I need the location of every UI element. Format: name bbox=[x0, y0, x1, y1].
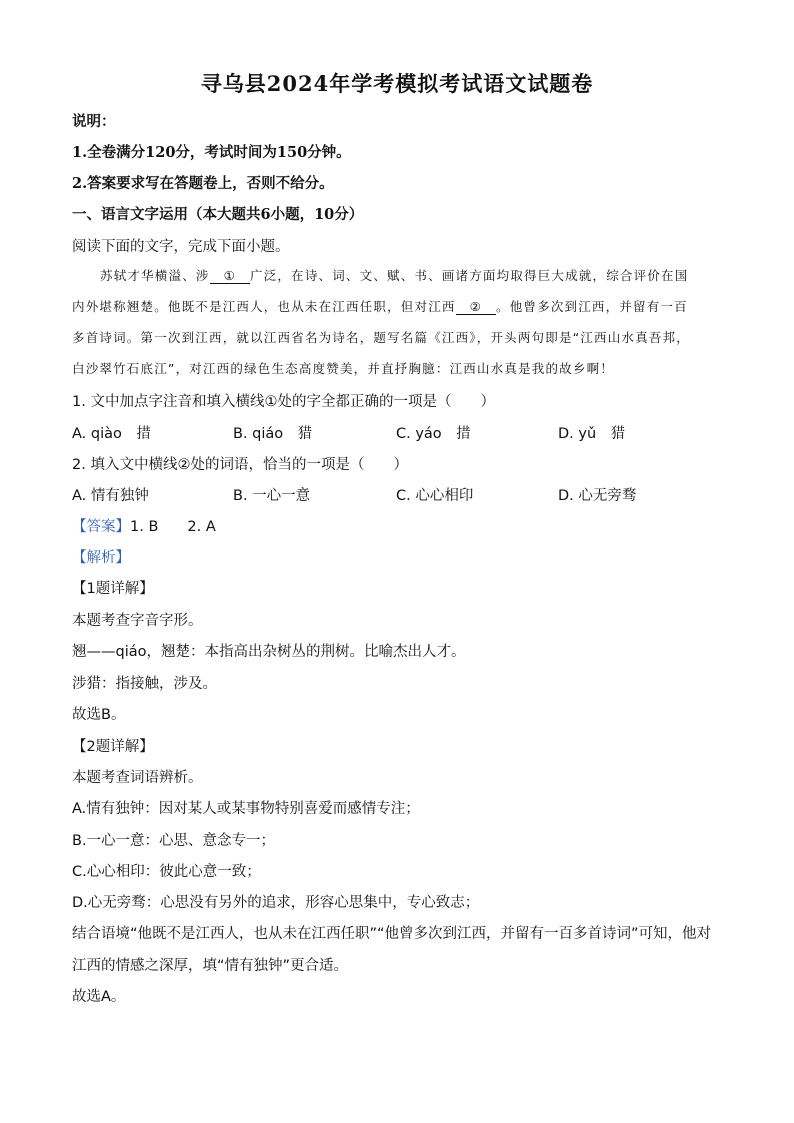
analysis-text: 故选A。 bbox=[72, 989, 126, 1005]
instructions-label: 说明： bbox=[72, 113, 116, 130]
blank-1: ① bbox=[210, 268, 250, 284]
analysis-text: D.心无旁骛：心思没有另外的追求，形容心思集中，专心致志； bbox=[72, 895, 480, 911]
passage-line: 苏轼才华横溢、涉 ① 广泛，在诗、词、文、赋、书、画诸方面均取得巨大成就，综合评价在国 bbox=[100, 268, 689, 283]
page-title: 寻乌县2024年学考模拟考试语文试题卷 bbox=[200, 71, 594, 96]
blank-2: ② bbox=[456, 299, 496, 315]
passage-line: 多首诗词。第一次到江西，就以江西省名为诗名，题写名篇《江西》，开头两句即是“江西山水真吾邦， bbox=[72, 330, 690, 345]
question-1-stem: 1. 文中加点字注音和填入横线①处的字全都正确的一项是（ ） bbox=[72, 394, 495, 410]
section-heading: 一、语言文字运用（本大题共6小题，10分） bbox=[72, 206, 364, 223]
analysis-text: 江西的情感之深厚，填“情有独钟”更合适。 bbox=[72, 958, 349, 974]
analysis-text: 涉猎：指接触，涉及。 bbox=[72, 676, 217, 692]
q1-option-c: C. yáo 措 bbox=[396, 426, 471, 442]
analysis-text: 本题考查词语辨析。 bbox=[72, 770, 203, 786]
q2-option-c: C. 心心相印 bbox=[396, 488, 474, 504]
detail-2-label: 【2题详解】 bbox=[72, 739, 154, 755]
analysis-text: 结合语境“他既不是江西人，也从未在江西任职”“他曾多次到江西，并留有一百多首诗词”可知，他对 bbox=[72, 926, 712, 942]
q1-option-a: A. qiào 措 bbox=[72, 426, 151, 442]
analysis-text: B.一心一意：心思、意念专一； bbox=[72, 833, 276, 849]
question-2-stem: 2. 填入文中横线②处的词语，恰当的一项是（ ） bbox=[72, 457, 408, 473]
q1-option-b: B. qiáo 猎 bbox=[233, 426, 313, 442]
instruction-item: 1.全卷满分120分，考试时间为150分钟。 bbox=[72, 144, 351, 161]
analysis-text: 本题考查字音字形。 bbox=[72, 613, 203, 629]
analysis-text: 翘——qiáo，翘楚：本指高出杂树丛的荆树。比喻杰出人才。 bbox=[72, 644, 466, 660]
q2-option-a: A. 情有独钟 bbox=[72, 488, 149, 504]
analysis-text: A.情有独钟：因对某人或某事物特别喜爱而感情专注； bbox=[72, 801, 420, 817]
detail-1-label: 【1题详解】 bbox=[72, 581, 154, 597]
answer-value: 1. B 2. A bbox=[130, 519, 216, 535]
q1-option-d: D. yǔ 猎 bbox=[558, 426, 626, 442]
analysis-label: 【解析】 bbox=[72, 550, 130, 566]
analysis-text: 故选B。 bbox=[72, 707, 126, 723]
answer-line bbox=[72, 515, 216, 536]
answer-label: 【答案】 bbox=[72, 519, 130, 535]
q2-option-d: D. 心无旁骛 bbox=[558, 488, 637, 504]
q2-option-b: B. 一心一意 bbox=[233, 488, 311, 504]
passage-line: 内外堪称翘楚。他既不是江西人，也从未在江西任职，但对江西 ② 。他曾多次到江西，并留有一百 bbox=[72, 299, 688, 314]
reading-lead: 阅读下面的文字，完成下面小题。 bbox=[72, 239, 290, 255]
analysis-text: C.心心相印：彼此心意一致； bbox=[72, 864, 261, 880]
instruction-item: 2.答案要求写在答题卷上，否则不给分。 bbox=[72, 175, 334, 192]
passage-line: 白沙翠竹石底江”，对江西的绿色生态高度赞美，并直抒胸臆：江西山水真是我的故乡啊！ bbox=[72, 361, 614, 376]
